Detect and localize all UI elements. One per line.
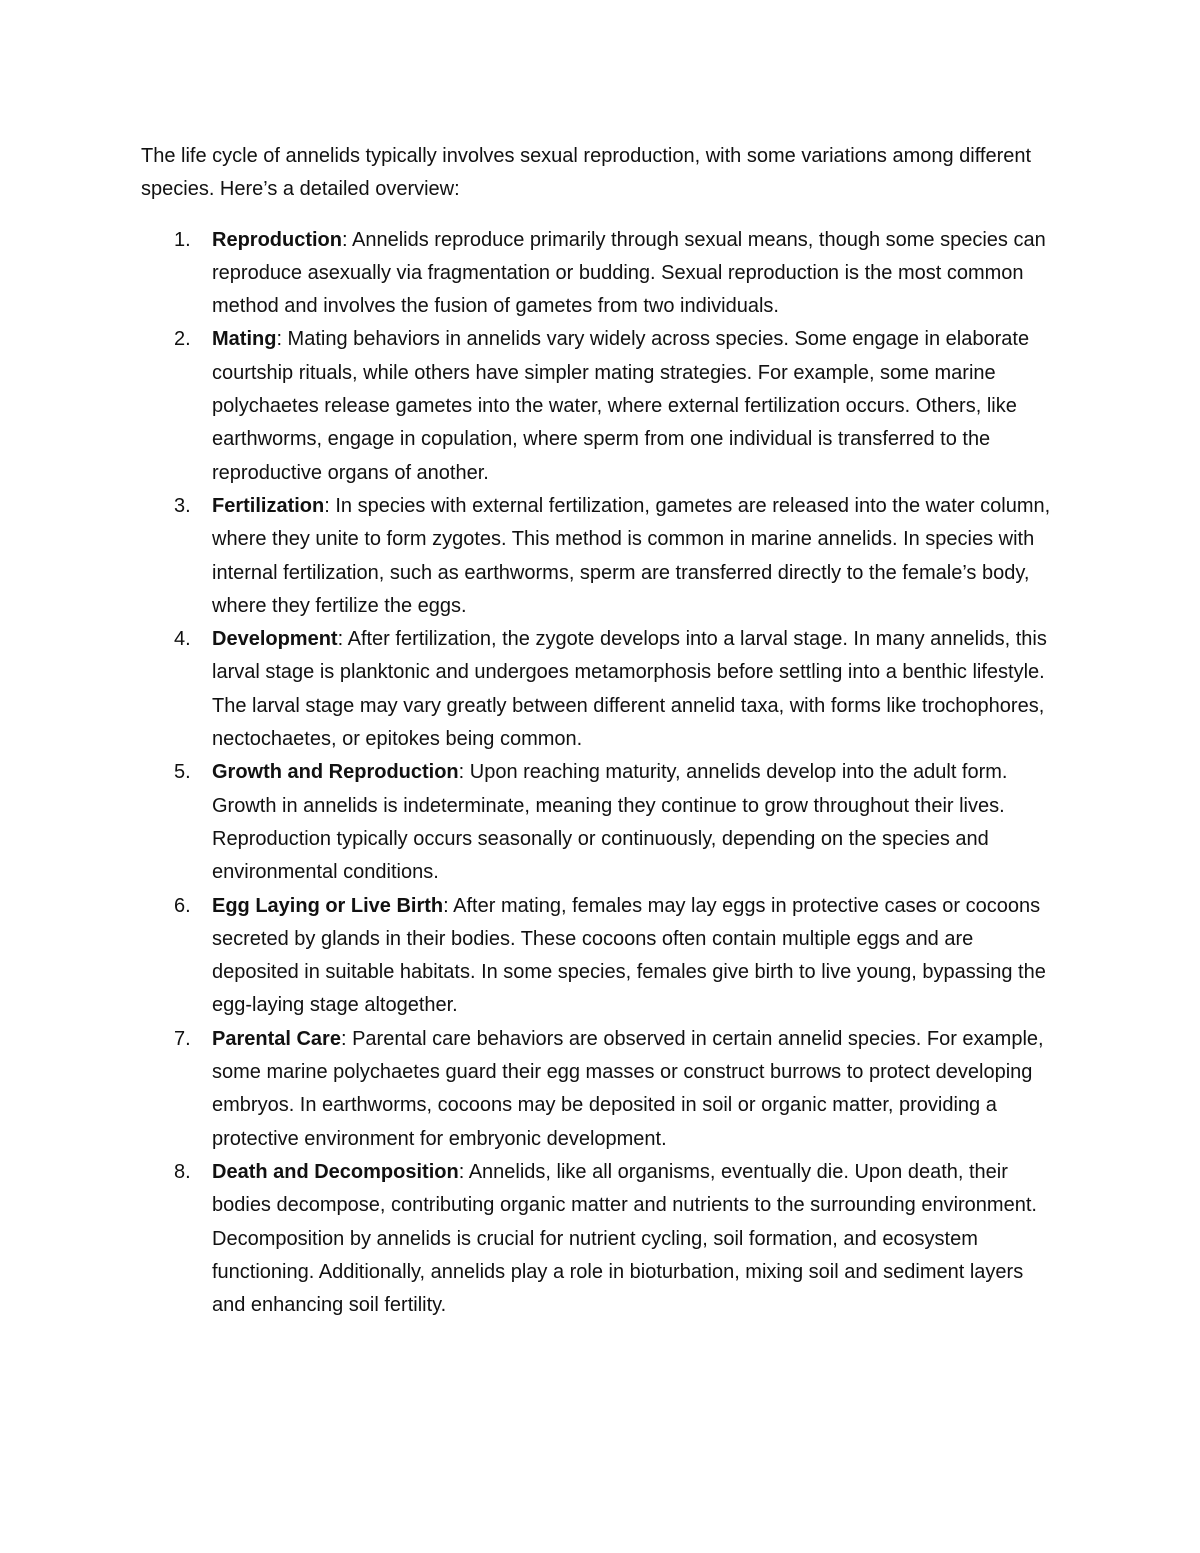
list-term: Fertilization bbox=[212, 494, 325, 517]
list-item bbox=[141, 224, 1061, 324]
list-number: 5. bbox=[174, 761, 191, 784]
list-item bbox=[141, 490, 1061, 623]
list-number: 4. bbox=[174, 628, 191, 651]
list-item bbox=[141, 323, 1061, 489]
list-item bbox=[141, 1156, 1061, 1322]
document-body bbox=[141, 140, 1061, 1322]
list-term: Mating bbox=[212, 328, 277, 351]
life-cycle-list bbox=[141, 224, 1061, 1323]
list-text: : After fertilization, the zygote develops into a larval stage. In many annelids, this larval stage is planktonic and undergoes metamorphosis before settling into a benthic lifestyle. The larval stage may vary greatly between different annelid taxa, with forms like trochophores, nectochaetes, or epitokes being common. bbox=[212, 628, 1047, 751]
list-number: 3. bbox=[174, 494, 191, 517]
list-text: : Annelids, like all organisms, eventually die. Upon death, their bodies decompose, contributing organic matter and nutrients to the surrounding environment. Decomposition by annelids is crucial for nutrient cycling, soil formation, and ecosystem functioning. Additionally, annelids play a role in bioturbation, mixing soil and sediment layers and enhancing soil fertility. bbox=[212, 1160, 1037, 1317]
list-text: : Parental care behaviors are observed in certain annelid species. For example, some marine polychaetes guard their egg masses or construct burrows to protect developing embryos. In earthworms, cocoons may be deposited in soil or organic matter, providing a protective environment for embryonic development. bbox=[212, 1027, 1044, 1150]
list-text: : In species with external fertilization, gametes are released into the water column, where they unite to form zygotes. This method is common in marine annelids. In species with internal fertilization, such as earthworms, sperm are transferred directly to the female’s body, where they fertilize the eggs. bbox=[212, 494, 1051, 617]
list-term: Growth and Reproduction bbox=[212, 761, 459, 784]
list-number: 8. bbox=[174, 1160, 191, 1183]
list-term: Reproduction bbox=[212, 228, 342, 251]
list-term: Development bbox=[212, 628, 338, 651]
list-text: : Mating behaviors in annelids vary widely across species. Some engage in elaborate courtship rituals, while others have simpler mating strategies. For example, some marine polychaetes release gametes into the water, where external fertilization occurs. Others, like earthworms, engage in copulation, where sperm from one individual is transferred to the reproductive organs of another. bbox=[212, 328, 1030, 484]
list-item bbox=[141, 623, 1061, 756]
list-item bbox=[141, 1023, 1061, 1156]
list-number: 2. bbox=[174, 328, 191, 351]
list-text: : Upon reaching maturity, annelids develop into the adult form. Growth in annelids is indeterminate, meaning they continue to grow throughout their lives. Reproduction typically occurs seasonally or continuously, depending on the species and environmental conditions. bbox=[212, 761, 1008, 884]
list-number: 1. bbox=[174, 228, 191, 251]
list-item bbox=[141, 890, 1061, 1023]
intro-paragraph: The life cycle of annelids typically involves sexual reproduction, with some variations among different species. Here’s a detailed overview: bbox=[141, 145, 1032, 201]
list-number: 6. bbox=[174, 894, 191, 917]
list-text: : Annelids reproduce primarily through sexual means, though some species can reproduce asexually via fragmentation or budding. Sexual reproduction is the most common method and involves the fusion of gametes from two individuals. bbox=[212, 228, 1046, 318]
list-term: Parental Care bbox=[212, 1027, 341, 1050]
list-term: Death and Decomposition bbox=[212, 1160, 459, 1183]
list-number: 7. bbox=[174, 1027, 191, 1050]
list-item bbox=[141, 756, 1061, 889]
list-text: : After mating, females may lay eggs in protective cases or cocoons secreted by glands in their bodies. These cocoons often contain multiple eggs and are deposited in suitable habitats. In some species, females give birth to live young, bypassing the egg-laying stage altogether. bbox=[212, 894, 1046, 1017]
list-term: Egg Laying or Live Birth bbox=[212, 894, 444, 917]
